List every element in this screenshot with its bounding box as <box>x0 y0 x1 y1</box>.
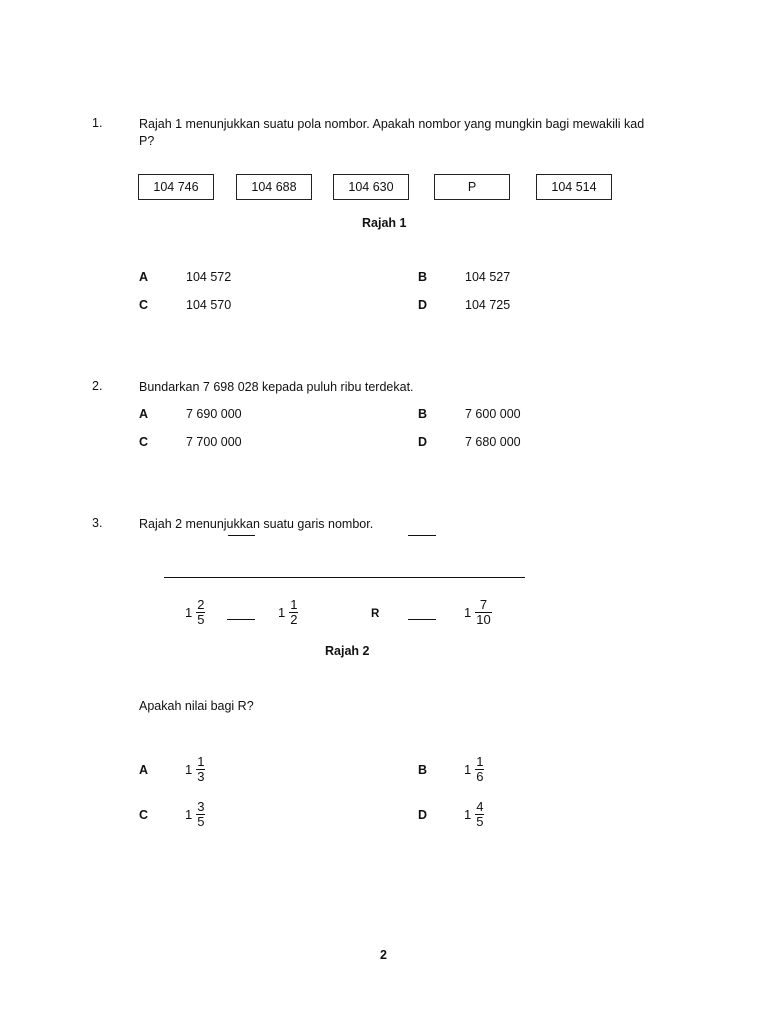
q3-option-c-value <box>185 800 205 829</box>
numberline-gap-dash <box>408 619 436 620</box>
fraction-denominator: 5 <box>476 814 484 829</box>
fraction-whole: 1 <box>278 605 286 620</box>
pattern-card-3: 104 630 <box>333 174 409 200</box>
q2-option-c-value: 7 700 000 <box>186 435 242 449</box>
fraction-numerator: 2 <box>197 597 205 612</box>
fraction-whole: 1 <box>464 762 472 777</box>
q1-option-d-value: 104 725 <box>465 298 511 312</box>
q1-option-d-letter[interactable]: D <box>418 298 428 312</box>
q3-option-d-letter[interactable]: D <box>418 808 428 822</box>
fraction-denominator: 6 <box>476 769 484 784</box>
q3-option-c-letter[interactable]: C <box>139 808 149 822</box>
fraction-whole: 1 <box>185 762 193 777</box>
figure-2-caption: Rajah 2 <box>325 644 370 658</box>
fraction-denominator: 5 <box>197 612 205 627</box>
figure-1-caption: Rajah 1 <box>362 216 407 230</box>
question-2-number: 2. <box>92 379 103 393</box>
stray-dash <box>408 535 436 536</box>
q1-option-b-letter[interactable]: B <box>418 270 428 284</box>
numberline-label-r: R <box>371 608 380 620</box>
fraction-whole: 1 <box>464 605 472 620</box>
q3-option-a-value <box>185 755 205 784</box>
fraction-numerator: 1 <box>476 754 484 769</box>
fraction-numerator: 4 <box>476 799 484 814</box>
pattern-card-2: 104 688 <box>236 174 312 200</box>
fraction-numerator: 7 <box>479 597 488 612</box>
question-3-prompt: Apakah nilai bagi R? <box>139 699 254 713</box>
fraction-denominator: 10 <box>476 612 491 627</box>
question-1-text <box>139 116 644 150</box>
q1-option-a-letter[interactable]: A <box>139 270 149 284</box>
question-2-text: Bundarkan 7 698 028 kepada puluh ribu terdekat. <box>139 380 414 394</box>
fraction-numerator: 1 <box>197 754 205 769</box>
q2-option-d-letter[interactable]: D <box>418 435 428 449</box>
question-3-number: 3. <box>92 516 103 530</box>
pattern-card-1: 104 746 <box>138 174 214 200</box>
page-number: 2 <box>380 948 387 962</box>
fraction-numerator: 1 <box>290 597 298 612</box>
pattern-card-5: 104 514 <box>536 174 612 200</box>
fraction-whole: 1 <box>185 605 193 620</box>
q1-option-c-value: 104 570 <box>186 298 232 312</box>
numberline-value-4 <box>464 598 492 627</box>
q2-option-a-value: 7 690 000 <box>186 407 242 421</box>
fraction-denominator: 5 <box>197 814 205 829</box>
stray-dash <box>228 535 255 536</box>
q2-option-c-letter[interactable]: C <box>139 435 149 449</box>
q3-option-b-letter[interactable]: B <box>418 763 428 777</box>
q2-option-b-value: 7 600 000 <box>465 407 521 421</box>
question-1-number: 1. <box>92 116 103 130</box>
q1-option-b-value: 104 527 <box>465 270 511 284</box>
q1-option-a-value: 104 572 <box>186 270 232 284</box>
q3-option-d-value <box>464 800 484 829</box>
q2-option-b-letter[interactable]: B <box>418 407 428 421</box>
q3-option-a-letter[interactable]: A <box>139 763 149 777</box>
fraction-denominator: 2 <box>290 612 298 627</box>
numberline-value-1 <box>185 598 205 627</box>
question-1-text-line2: P? <box>139 134 155 148</box>
number-line <box>164 577 525 578</box>
fraction-whole: 1 <box>185 807 193 822</box>
question-1-text-line1: Rajah 1 menunjukkan suatu pola nombor. Apakah nombor yang mungkin bagi mewakili kad <box>139 117 645 131</box>
fraction-whole: 1 <box>464 807 472 822</box>
pattern-card-p: P <box>434 174 510 200</box>
q3-option-b-value <box>464 755 484 784</box>
fraction-denominator: 3 <box>197 769 205 784</box>
q2-option-a-letter[interactable]: A <box>139 407 149 421</box>
question-3-text: Rajah 2 menunjukkan suatu garis nombor. <box>139 517 374 531</box>
q1-option-c-letter[interactable]: C <box>139 298 149 312</box>
numberline-gap-dash <box>227 619 255 620</box>
numberline-value-2 <box>278 598 298 627</box>
q2-option-d-value: 7 680 000 <box>465 435 521 449</box>
fraction-numerator: 3 <box>197 799 205 814</box>
